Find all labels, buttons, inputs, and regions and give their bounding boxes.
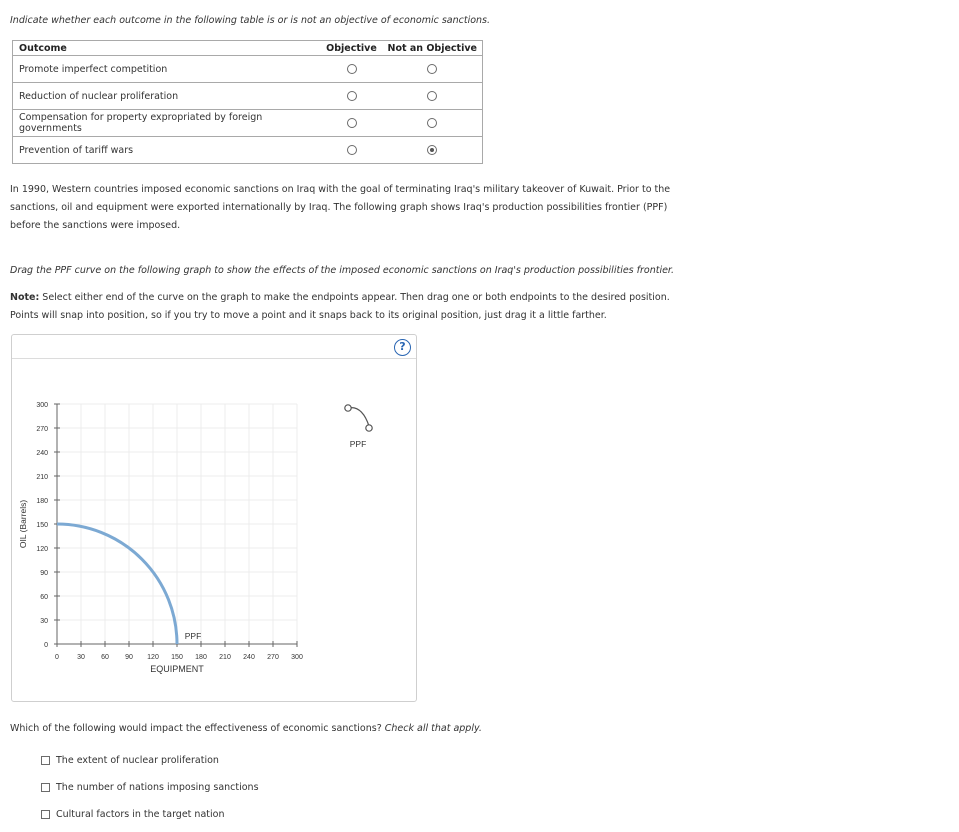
ppf-palette-tool[interactable] [345, 405, 372, 449]
option-row[interactable] [41, 809, 224, 820]
y-tick-label: 270 [36, 426, 48, 433]
x-tick-labels [55, 654, 303, 661]
header-objective: Objective [321, 41, 383, 56]
option-row[interactable] [41, 782, 259, 793]
x-tick-label: 240 [243, 654, 255, 661]
outcome-label: Promote imperfect competition [13, 56, 321, 83]
y-tick-label: 90 [40, 570, 48, 577]
drag-instructions: Drag the PPF curve on the following graph to show the effects of the imposed economic sanctions on Iraq's production possibilities frontier. [10, 265, 674, 276]
y-tick-label: 300 [36, 402, 48, 409]
objective-radio-row-4[interactable] [347, 145, 357, 155]
option-label: Cultural factors in the target nation [56, 809, 225, 820]
x-tick-label: 30 [77, 654, 85, 661]
x-tick-label: 210 [219, 654, 231, 661]
checkbox[interactable] [41, 756, 50, 765]
header-outcome: Outcome [13, 41, 321, 56]
outcome-label: Reduction of nuclear proliferation [13, 83, 321, 110]
note-text: Select either end of the curve on the graph to make the endpoints appear. Then drag one or both endpoints to the desired position. Points will snap into position, so if you try to move a point and it snaps back to its original position, just drag it a little farther. [10, 292, 670, 321]
not-objective-radio-row-4[interactable] [427, 145, 437, 155]
option-label: The extent of nuclear proliferation [56, 755, 219, 766]
chart-axes [54, 404, 297, 647]
y-tick-label: 210 [36, 474, 48, 481]
ppf-curve[interactable] [57, 524, 177, 644]
table-row [13, 56, 483, 83]
context-paragraph: In 1990, Western countries imposed economic sanctions on Iraq with the goal of terminating Iraq's military takeover of Kuwait. Prior to the sanctions, oil and equipment were exported internationally by Iraq. The following graph shows Iraq's production possibilities frontier (PPF) before the sanctions were imposed. [10, 184, 671, 231]
objectives-table [12, 40, 483, 164]
not-objective-radio-row-3[interactable] [427, 118, 437, 128]
checkbox[interactable] [41, 783, 50, 792]
x-tick-label: 180 [195, 654, 207, 661]
help-icon[interactable]: ? [394, 339, 411, 356]
graph-panel [11, 334, 417, 702]
question2-hint: Check all that apply. [384, 723, 482, 734]
ppf-chart [12, 335, 418, 703]
note-label: Note: [10, 292, 40, 303]
y-tick-label: 30 [40, 618, 48, 625]
question2-prompt: Which of the following would impact the effectiveness of economic sanctions? [10, 723, 385, 734]
header-not-objective: Not an Objective [383, 41, 483, 56]
outcome-label: Compensation for property expropriated by foreign governments [13, 110, 321, 137]
x-axis-label: EQUIPMENT [150, 664, 204, 674]
ppf-curve-label: PPF [184, 631, 202, 641]
x-tick-label: 0 [55, 654, 59, 661]
y-tick-label: 120 [36, 546, 48, 553]
x-tick-label: 270 [267, 654, 279, 661]
x-tick-label: 150 [171, 654, 183, 661]
table-row [13, 83, 483, 110]
y-axis-label: OIL (Barrels) [18, 499, 28, 549]
option-row[interactable] [41, 755, 219, 766]
outcome-label: Prevention of tariff wars [13, 137, 321, 164]
checkbox[interactable] [41, 810, 50, 819]
y-tick-label: 180 [36, 498, 48, 505]
y-tick-label: 240 [36, 450, 48, 457]
palette-curve-icon [348, 408, 369, 426]
y-tick-label: 60 [40, 594, 48, 601]
not-objective-radio-row-1[interactable] [427, 64, 437, 74]
table-row [13, 137, 483, 164]
palette-endpoint-icon [345, 405, 351, 411]
objective-radio-row-3[interactable] [347, 118, 357, 128]
option-label: The number of nations imposing sanctions [56, 782, 259, 793]
y-tick-labels [36, 402, 48, 649]
note-paragraph [10, 289, 700, 325]
table-row [13, 110, 483, 137]
palette-endpoint-icon [366, 425, 372, 431]
checkbox-question [10, 723, 482, 734]
table-instructions: Indicate whether each outcome in the following table is or is not an objective of economic sanctions. [10, 15, 491, 26]
y-tick-label: 150 [36, 522, 48, 529]
x-tick-label: 300 [291, 654, 303, 661]
x-tick-label: 60 [101, 654, 109, 661]
y-tick-label: 0 [44, 642, 48, 649]
chart-grid [57, 404, 297, 644]
palette-label: PPF [349, 439, 367, 449]
objective-radio-row-1[interactable] [347, 64, 357, 74]
x-tick-label: 90 [125, 654, 133, 661]
x-tick-label: 120 [147, 654, 159, 661]
not-objective-radio-row-2[interactable] [427, 91, 437, 101]
objective-radio-row-2[interactable] [347, 91, 357, 101]
